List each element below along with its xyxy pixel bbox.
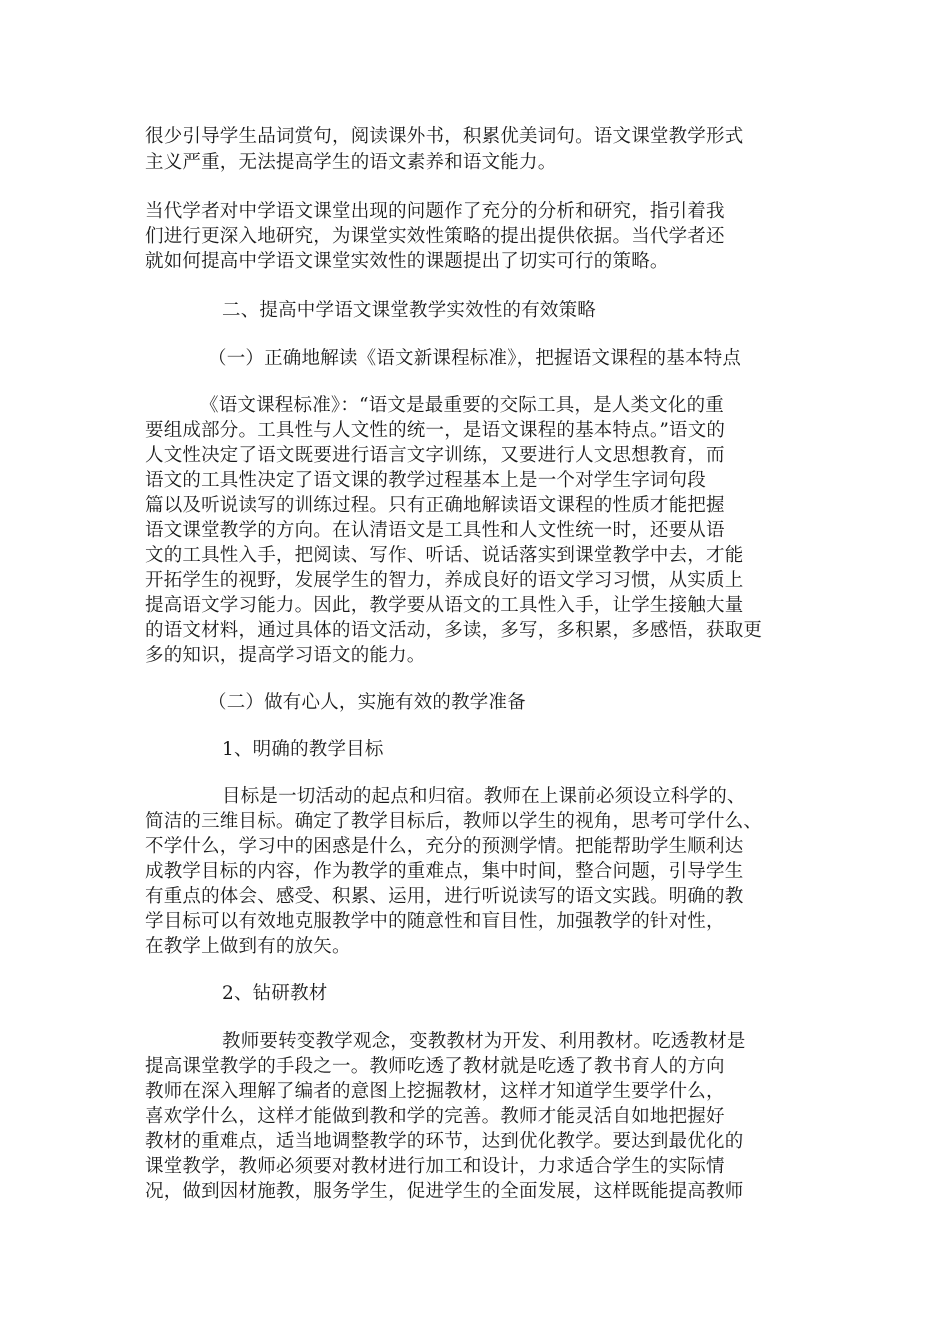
paragraph-line: 提高课堂教学的手段之一。教师吃透了教材就是吃透了教书育人的方向 [145, 1056, 725, 1077]
paragraph-line: 教师要转变教学观念，变教教材为开发、利用教材。吃透教材是 [222, 1031, 746, 1052]
paragraph-line: 们进行更深入地研究，为课堂实效性策略的提出提供依据。当代学者还 [145, 226, 725, 247]
paragraph-line: 喜欢学什么，这样才能做到教和学的完善。教师才能灵活自如地把握好 [145, 1106, 725, 1127]
paragraph-line: 课堂教学，教师必须要对教材进行加工和设计，力求适合学生的实际情 [145, 1156, 725, 1177]
paragraph-line: 要组成部分。工具性与人文性的统一，是语文课程的基本特点。”语文的 [145, 420, 726, 441]
paragraph-line: 多的知识，提高学习语文的能力。 [145, 645, 426, 666]
paragraph-line: 教材的重难点，适当地调整教学的环节，达到优化教学。要达到最优化的 [145, 1131, 744, 1152]
paragraph-line: 目标是一切活动的起点和归宿。教师在上课前必须设立科学的、 [222, 786, 746, 807]
paragraph-line: 教师在深入理解了编者的意图上挖掘教材，这样才知道学生要学什么， [145, 1081, 725, 1102]
paragraph-line: 成教学目标的内容，作为教学的重难点，集中时间，整合问题，引导学生 [145, 861, 744, 882]
paragraph-line: 不学什么，学习中的困惑是什么，充分的预测学情。把能帮助学生顺利达 [145, 836, 744, 857]
paragraph-line: 语文课堂教学的方向。在认清语文是工具性和人文性统一时，还要从语 [145, 520, 725, 541]
paragraph-line: 开拓学生的视野，发展学生的智力，养成良好的语文学习习惯，从实质上 [145, 570, 744, 591]
paragraph-line: 很少引导学生品词赏句，阅读课外书，积累优美词句。语文课堂教学形式 [145, 126, 744, 147]
item-heading: 2、钻研教材 [222, 983, 328, 1004]
subsection-heading: （一）正确地解读《语文新课程标准》，把握语文课程的基本特点 [208, 348, 742, 369]
paragraph-line: 当代学者对中学语文课堂出现的问题作了充分的分析和研究，指引着我 [145, 201, 725, 222]
paragraph-line: 的语文材料，通过具体的语文活动，多读，多写，多积累，多感悟，获取更 [145, 620, 763, 641]
paragraph-line: 就如何提高中学语文课堂实效性的课题提出了切实可行的策略。 [145, 251, 669, 272]
paragraph-line: 语文的工具性决定了语文课的教学过程基本上是一个对学生字词句段 [145, 470, 707, 491]
paragraph-line: 提高语文学习能力。因此，教学要从语文的工具性入手，让学生接触大量 [145, 595, 744, 616]
paragraph-line: 在教学上做到有的放矢。 [145, 936, 351, 957]
paragraph-line: 有重点的体会、感受、积累、运用，进行听说读写的语文实践。明确的教 [145, 886, 744, 907]
paragraph-line: 篇以及听说读写的训练过程。只有正确地解读语文课程的性质才能把握 [145, 495, 725, 516]
item-heading: 1、明确的教学目标 [222, 739, 384, 760]
paragraph-line: 学目标可以有效地克服教学中的随意性和盲目性，加强教学的针对性， [145, 911, 725, 932]
paragraph-line: 人文性决定了语文既要进行语言文字训练，又要进行人文思想教育，而 [145, 445, 725, 466]
paragraph-line: 主义严重，无法提高学生的语文素养和语文能力。 [145, 152, 557, 173]
subsection-heading: （二）做有心人，实施有效的教学准备 [208, 692, 526, 713]
paragraph-line: 简洁的三维目标。确定了教学目标后，教师以学生的视角，思考可学什么、 [145, 811, 763, 832]
section-heading: 二、提高中学语文课堂教学实效性的有效策略 [222, 300, 597, 321]
paragraph-line: 况，做到因材施教，服务学生，促进学生的全面发展，这样既能提高教师 [145, 1181, 744, 1202]
paragraph-line: 《语文课程标准》：“语文是最重要的交际工具，是人类文化的重 [200, 395, 725, 416]
paragraph-line: 文的工具性入手，把阅读、写作、听话、说话落实到课堂教学中去，才能 [145, 545, 744, 566]
